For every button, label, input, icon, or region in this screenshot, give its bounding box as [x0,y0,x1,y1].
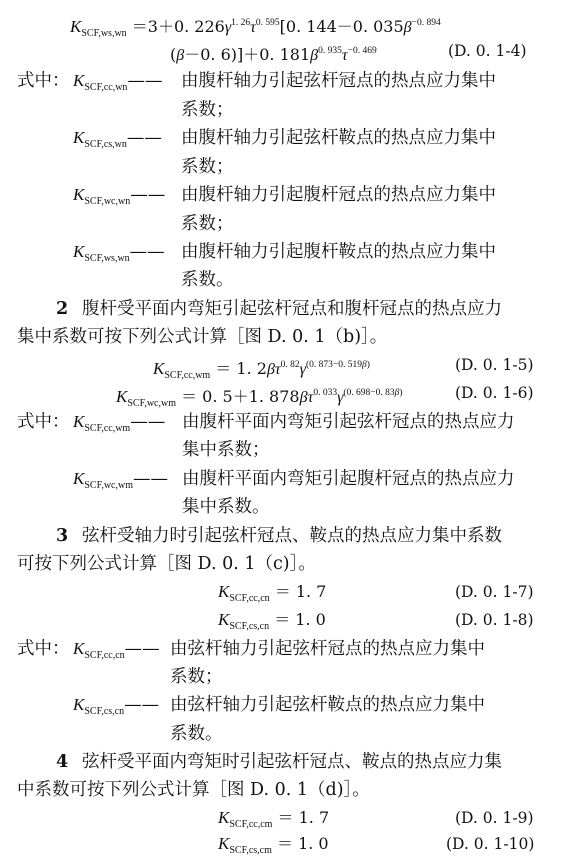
formula-d019: $K_{SCF,cc,cm} = 1$. 7 [218,808,330,830]
def-kscf-cs-cn-line1: 由弦杆轴力引起弦杆鞍点的热点应力集中 [170,695,485,715]
item-4-text-line1: 弦杆受平面内弯矩时引起弦杆冠点、鞍点的热点应力集 [82,752,502,772]
def-kscf-cc-wm-line1: 由腹杆平面内弯矩引起弦杆冠点的热点应力 [182,412,515,432]
equation-number-d0110: (D. 0. 1-10) [446,835,535,853]
def-kscf-cs-wn-line2: 系数； [181,157,234,177]
equation-number-d018: (D. 0. 1-8) [455,611,534,629]
formula-d014-line1: $K_{SCF,ws,wn} =3+0$. $226\gamma^{1. 26}\tau^{0. 595}[0$. 144－0. $035\beta^{-0. 894}$ [70,17,441,39]
formula-d018: $K_{SCF,cs,cn} = 1$. 0 [218,610,326,632]
item-2-number: 2 [56,299,69,319]
where-label-1: 式中： [17,71,70,91]
item-4-number: 4 [56,752,69,772]
def-kscf-cs-wn-line1: 由腹杆轴力引起弦杆鞍点的热点应力集中 [181,128,496,148]
item-2-text-line2: 集中系数可按下列公式计算［图 D. 0. 1（b)］。 [17,327,388,347]
symbol-kscf-ws-wn: $K_{SCF,ws,wn}——$ [73,242,165,264]
def-kscf-cc-cn-line1: 由弦杆轴力引起弦杆冠点的热点应力集中 [170,639,485,659]
item-2-text-line1: 腹杆受平面内弯矩引起弦杆冠点和腹杆冠点的热点应力 [82,299,502,319]
symbol-kscf-wc-wm: $K_{SCF,wc,wm}——$ [73,469,168,491]
def-kscf-wc-wm-line2: 集中系数。 [182,497,270,517]
symbol-kscf-cc-cn: $K_{SCF,cc,cn}——$ [73,639,160,661]
item-4-text-line2: 中系数可按下列公式计算［图 D. 0. 1（d)］。 [17,780,370,800]
symbol-kscf-wc-wn: $K_{SCF,wc,wn}——$ [73,185,166,207]
symbol-kscf-cc-wm: $K_{SCF,cc,wm}——$ [73,412,166,434]
formula-d014-line2: (β－0. 6)]＋0. $181\beta^{0. 935}\tau^{-0. 469}$ [170,45,377,64]
def-kscf-cc-wn-line2: 系数； [181,100,234,120]
equation-number-d014: (D. 0. 1-4) [448,42,527,60]
def-kscf-ws-wn-line1: 由腹杆轴力引起腹杆鞍点的热点应力集中 [181,242,496,262]
symbol-kscf-cc-wn: $K_{SCF,cc,wn}——$ [73,71,163,93]
symbol-kscf-cs-wn: $K_{SCF,cs,wn}——$ [73,128,162,150]
def-kscf-ws-wn-line2: 系数。 [181,270,234,290]
where-label-2: 式中： [17,412,70,432]
equation-number-d019: (D. 0. 1-9) [455,809,534,827]
formula-d015: $K_{SCF,cc,wm} = 1$. $2\beta\tau^{0. 82}\gamma^{(0. 873-0. 519\beta)}$ [153,359,370,381]
where-label-3: 式中： [17,639,70,659]
formula-d0110: $K_{SCF,cs,cm} = 1$. 0 [218,834,329,856]
formula-d017: $K_{SCF,cc,cn} = 1$. 7 [218,582,327,604]
def-kscf-cc-wm-line2: 集中系数； [182,440,270,460]
formula-d014-line1-body: $_{SCF,ws,wn}$ ＝3＋0. $226\gamma^{1. 26}\tau^{0. 595}[0$. 144－0. $035\beta^{-0. 894}$ [81,17,441,39]
equation-number-d016: (D. 0. 1-6) [455,384,534,402]
equation-number-d017: (D. 0. 1-7) [455,583,534,601]
equation-number-d015: (D. 0. 1-5) [455,356,534,374]
def-kscf-cc-cn-line2: 系数； [170,667,223,687]
def-kscf-wc-wn-line1: 由腹杆轴力引起腹杆冠点的热点应力集中 [181,185,496,205]
def-kscf-wc-wm-line1: 由腹杆平面内弯矩引起腹杆冠点的热点应力 [182,469,515,489]
def-kscf-cs-cn-line2: 系数。 [170,724,223,744]
def-kscf-cc-wn-line1: 由腹杆轴力引起弦杆冠点的热点应力集中 [181,71,496,91]
def-kscf-wc-wn-line2: 系数； [181,214,234,234]
symbol-kscf-cs-cn: $K_{SCF,cs,cn}——$ [73,695,160,717]
item-3-number: 3 [56,526,69,546]
formula-d016: $K_{SCF,wc,wm} = 0$. 5＋1. $878\beta\tau^{0. 033}\gamma^{(0. 698-0. 83\beta)}$ [116,387,403,409]
item-3-text-line1: 弦杆受轴力时引起弦杆冠点、鞍点的热点应力集中系数 [82,526,502,546]
item-3-text-line2: 可按下列公式计算［图 D. 0. 1（c)］。 [17,554,316,574]
